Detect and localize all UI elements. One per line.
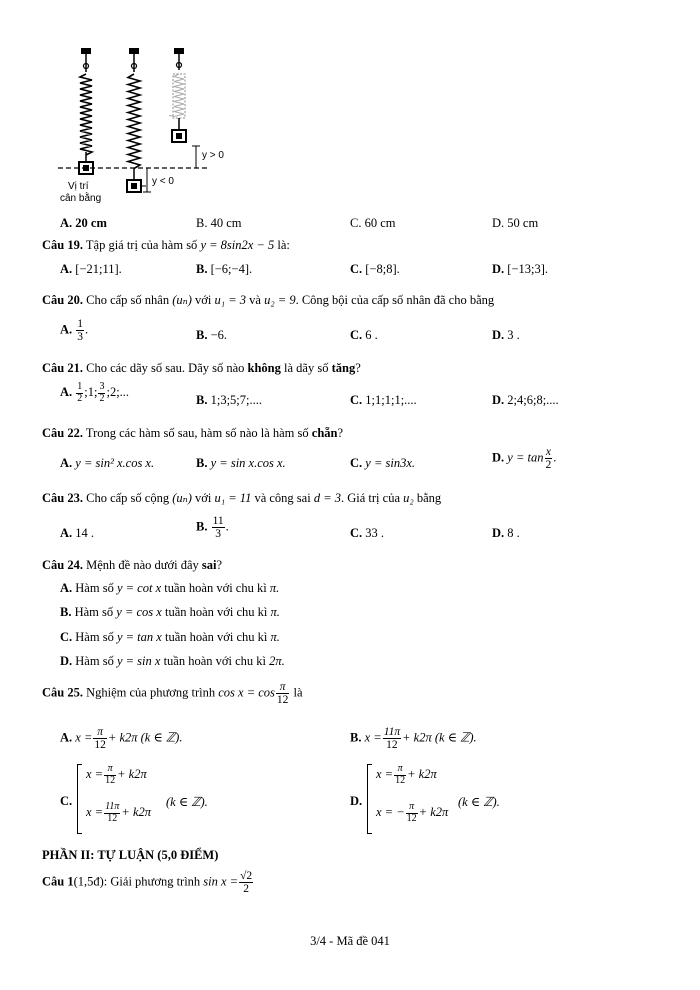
y-pos-label: y > 0	[202, 150, 224, 161]
q21-option-b[interactable]: B. 1;3;5;7;....	[196, 393, 262, 407]
y-neg-label: y < 0	[152, 176, 174, 187]
q23-stem: Câu 23. Cho cấp số cộng (uₙ) với u₁ = 11 và công sai d = 3. Giá trị của u₂ bằng	[42, 491, 442, 505]
q24-option-d[interactable]: D. Hàm số y = sin x tuần hoàn với chu kì 2π.	[60, 654, 285, 668]
q23-option-b[interactable]: B. $\frac{11}{3}$ .	[196, 515, 229, 541]
q22-option-b[interactable]: B. y = sin x.cos x.	[196, 456, 286, 470]
q24-option-b[interactable]: B. Hàm số y = cos x tuần hoàn với chu kì π.	[60, 605, 280, 619]
q18-option-c[interactable]: C. 60 cm	[350, 216, 396, 230]
q18-option-b[interactable]: B. 40 cm	[196, 216, 242, 230]
bracket-c	[77, 764, 82, 834]
q19-option-d[interactable]: D. [−13;3].	[492, 262, 549, 276]
q19-option-a[interactable]: A. [−21;11].	[60, 262, 122, 276]
equilibrium-label-2: cân bằng	[60, 193, 102, 204]
q18-option-a[interactable]: A. 20 cm	[60, 216, 107, 230]
spring-figure	[50, 44, 250, 216]
equilibrium-label-1: Vị trí	[68, 181, 89, 192]
q22-option-c[interactable]: C. y = sin3x.	[350, 456, 416, 470]
q18-option-d[interactable]: D. 50 cm	[492, 216, 539, 230]
q20-option-b[interactable]: B. −6.	[196, 328, 228, 342]
q20-option-d[interactable]: D. 3 .	[492, 328, 520, 342]
q20-stem: Câu 20. Cho cấp số nhân (uₙ) với u₁ = 3 và u₂ = 9. Công bội của cấp số nhân đã cho bằng	[42, 293, 495, 307]
q21-stem: Câu 21. Cho các dãy số sau. Dãy số nào không là dãy số tăng?	[42, 361, 361, 375]
q22-option-a[interactable]: A. y = sin² x.cos x.	[60, 456, 155, 470]
q23-option-a[interactable]: A. 14 .	[60, 526, 95, 540]
q19-stem: Câu 19. Tập giá trị của hàm số y = 8sin2x − 5 là:	[42, 238, 290, 252]
spring-2	[127, 48, 141, 192]
q21-option-c[interactable]: C. 1;1;1;1;....	[350, 393, 417, 407]
spring-3	[169, 48, 186, 142]
q19-option-b[interactable]: B. [−6;−4].	[196, 262, 253, 276]
q22-stem: Câu 22. Trong các hàm số sau, hàm số nào là hàm số chẵn?	[42, 426, 344, 440]
q25-option-a[interactable]: A. x = $\frac{\pi}{12}$ + k2π (k ∈ ℤ).	[60, 726, 183, 752]
page-footer: 3/4 - Mã đề 041	[310, 934, 390, 948]
q25-option-b[interactable]: B. x = $\frac{11\pi}{12}$ + k2π (k ∈ ℤ).	[350, 726, 477, 752]
part2-heading: PHẦN II: TỰ LUẬN (5,0 ĐIỂM)	[42, 848, 219, 862]
q24-option-a[interactable]: A. Hàm số y = cot x tuần hoàn với chu kì π.	[60, 581, 280, 595]
bracket-d	[367, 764, 372, 834]
q20-option-c[interactable]: C. 6 .	[350, 328, 378, 342]
q23-option-d[interactable]: D. 8 .	[492, 526, 520, 540]
q25-stem: Câu 25. Nghiệm của phương trình cos x = cos $\frac{\pi}{12}$ là	[42, 681, 303, 707]
q22-option-d[interactable]: D. y = tan $\frac{x}{2}$ .	[492, 446, 557, 472]
q24-stem: Câu 24. Mệnh đề nào dưới đây sai?	[42, 558, 223, 572]
q21-option-d[interactable]: D. 2;4;6;8;....	[492, 393, 559, 407]
essay-question-1: Câu 1(1,5đ): Giải phương trình sin x = $\frac{√2}{2}$	[42, 870, 253, 896]
spring-1	[79, 48, 93, 174]
q19-option-c[interactable]: C. [−8;8].	[350, 262, 400, 276]
q23-option-c[interactable]: C. 33 .	[350, 526, 385, 540]
q21-option-a[interactable]: A. $\frac{1}{2}$ ;1; $\frac{3}{2}$ ;2;...	[60, 381, 130, 404]
q24-option-c[interactable]: C. Hàm số y = tan x tuần hoàn với chu kì π.	[60, 630, 280, 644]
q20-option-a[interactable]: A. $\frac{1}{3}$ .	[60, 318, 89, 344]
